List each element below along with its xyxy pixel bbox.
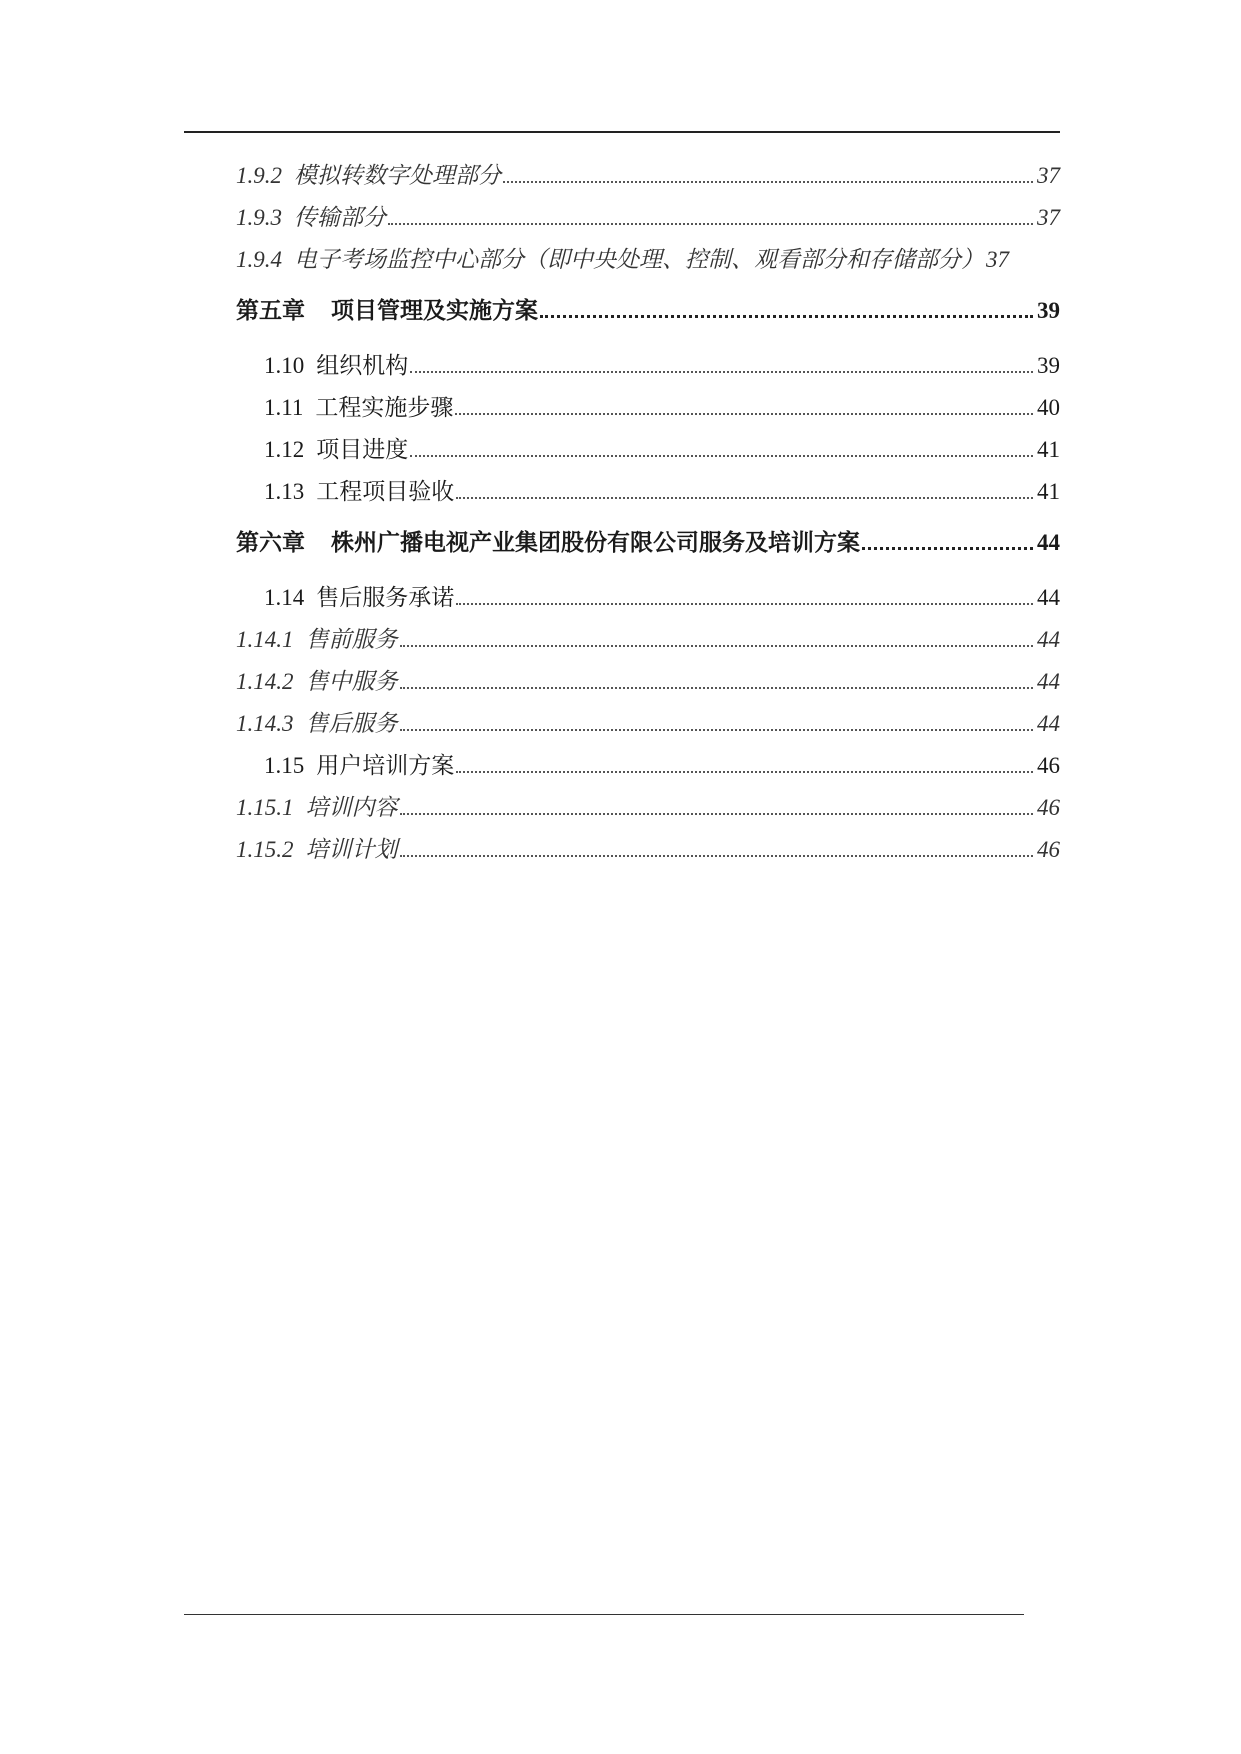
toc-page-number: 37 [986,247,1009,272]
toc-number: 1.15.2 [236,837,294,862]
toc-title: 售中服务 [305,669,398,694]
dot-leader [455,413,1033,415]
toc-number: 1.9.3 [236,205,282,230]
toc-page-number: 46 [1037,837,1060,862]
toc-entry-1-12[interactable] [236,429,1060,471]
toc-page-number: 41 [1037,479,1060,504]
dot-leader [410,371,1033,373]
dot-leader [400,813,1034,815]
dot-leader [862,547,1033,550]
toc-chapter-number: 第六章 [236,530,305,555]
toc-number: 1.14.1 [236,627,294,652]
table-of-contents [236,155,1060,871]
dot-leader [410,455,1033,457]
toc-page-number: 46 [1037,795,1060,820]
toc-chapter-5[interactable] [236,285,1060,337]
toc-number: 1.12 [264,437,305,462]
toc-title: 项目管理及实施方案 [331,298,538,323]
toc-page-number: 39 [1037,298,1060,323]
toc-title: 售后服务承诺 [316,585,455,610]
toc-title: 工程项目验收 [316,479,455,504]
toc-page-number: 44 [1037,711,1060,736]
toc-title: 用户培训方案 [316,753,455,778]
dot-leader [400,729,1034,731]
toc-title: 组织机构 [316,353,409,378]
toc-page-number: 44 [1037,530,1060,555]
dot-leader [503,181,1033,183]
toc-number: 1.14 [264,585,305,610]
toc-page-number: 37 [1037,163,1060,188]
header-rule [184,131,1060,133]
toc-title: 工程实施步骤 [315,395,454,420]
toc-chapter-number: 第五章 [236,298,305,323]
toc-number: 1.9.4 [236,247,282,272]
toc-entry-1-15-2[interactable] [236,829,1060,871]
toc-number: 1.15 [264,753,305,778]
dot-leader [456,771,1033,773]
toc-number: 1.15.1 [236,795,294,820]
toc-entry-1-9-4[interactable] [236,239,1060,281]
toc-entry-1-9-2[interactable] [236,155,1060,197]
toc-title: 培训计划 [305,837,398,862]
toc-page-number: 46 [1037,753,1060,778]
toc-title: 售前服务 [305,627,398,652]
toc-number: 1.10 [264,353,305,378]
dot-leader [400,687,1034,689]
toc-title: 培训内容 [305,795,398,820]
toc-page-number: 39 [1037,353,1060,378]
toc-page-number: 44 [1037,627,1060,652]
toc-entry-1-10[interactable] [236,345,1060,387]
toc-number: 1.14.3 [236,711,294,736]
dot-leader [456,603,1033,605]
toc-entry-1-14[interactable] [236,577,1060,619]
toc-page-number: 40 [1037,395,1060,420]
footer-rule [184,1614,1024,1615]
toc-entry-1-13[interactable] [236,471,1060,513]
dot-leader [400,855,1034,857]
dot-leader [388,223,1033,225]
toc-entry-1-11[interactable] [236,387,1060,429]
toc-entry-1-14-1[interactable] [236,619,1060,661]
toc-entry-1-15[interactable] [236,745,1060,787]
toc-chapter-6[interactable] [236,517,1060,569]
toc-entry-1-14-2[interactable] [236,661,1060,703]
toc-title: 传输部分 [294,205,386,230]
toc-number: 1.13 [264,479,305,504]
toc-page-number: 37 [1037,205,1060,230]
toc-entry-1-14-3[interactable] [236,703,1060,745]
dot-leader [400,645,1034,647]
toc-page-number: 44 [1037,585,1060,610]
toc-title: 电子考场监控中心部分（即中央处理、控制、观看部分和存储部分） [294,247,984,272]
toc-entry-1-15-1[interactable] [236,787,1060,829]
toc-title: 株州广播电视产业集团股份有限公司服务及培训方案 [331,530,860,555]
toc-entry-1-9-3[interactable] [236,197,1060,239]
toc-number: 1.11 [264,395,304,420]
dot-leader [540,315,1033,318]
toc-page-number: 44 [1037,669,1060,694]
toc-title: 模拟转数字处理部分 [294,163,501,188]
dot-leader [456,497,1033,499]
toc-number: 1.14.2 [236,669,294,694]
toc-page-number: 41 [1037,437,1060,462]
toc-title: 项目进度 [316,437,409,462]
toc-number: 1.9.2 [236,163,282,188]
toc-title: 售后服务 [305,711,398,736]
